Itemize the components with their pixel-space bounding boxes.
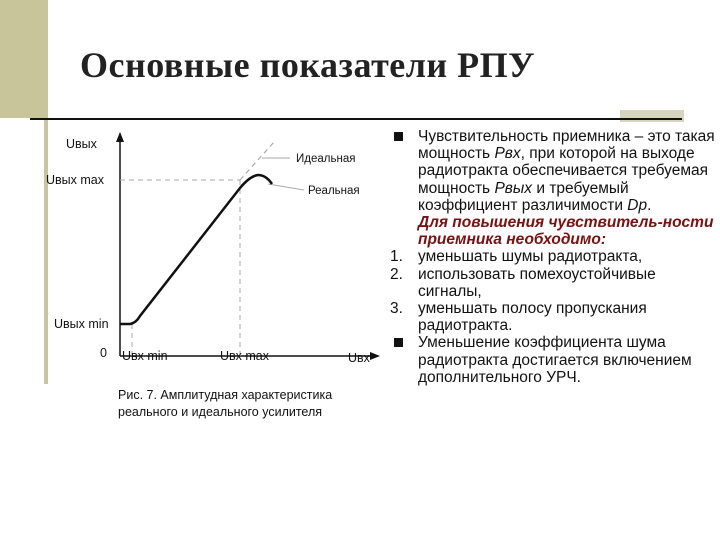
x-axis-label: Uвх: [348, 351, 370, 365]
decor-lower-block: [0, 384, 48, 540]
numbered-text: использовать помехоустойчивые сигналы,: [418, 265, 656, 300]
number-marker: 3.: [390, 300, 403, 318]
bullet-item-noise: [390, 334, 716, 386]
numbered-text: уменьшать шумы радиотракта,: [418, 248, 643, 266]
bullet-text-part: Чувствительность приемника – это такая мощность: [418, 128, 715, 163]
x-axis-arrow: [370, 352, 380, 360]
y-axis-arrow: [116, 132, 124, 142]
dp-term: Dp: [627, 196, 648, 214]
bullet-text: Уменьшение коэффициента шума радиотракта достигается включением дополнительного УРЧ.: [418, 334, 692, 386]
square-bullet-icon: [390, 128, 414, 145]
y-max-label: Uвых max: [46, 173, 104, 187]
y-min-label: Uвых min: [54, 317, 109, 331]
bullet-text-part: , при которой на выходе радиотракта обеспечивается требуемая мощность: [418, 145, 709, 197]
bullet-list: [390, 128, 716, 386]
bullet-text-part: .: [647, 196, 652, 214]
slide-left-band: [0, 0, 48, 540]
numbered-item-3: [390, 300, 716, 334]
number-marker: 1.: [390, 248, 403, 266]
number-marker: 2.: [390, 265, 403, 283]
real-curve-label: Реальная: [308, 185, 360, 197]
square-bullet-icon: [390, 334, 414, 351]
real-characteristic-curve: [120, 175, 272, 324]
numbered-text: уменьшать полосу пропускания радиотракта.: [418, 300, 647, 335]
pvx-term: Pвх: [494, 145, 521, 163]
bullet-text-part: и требуемый коэффициент различимости: [418, 179, 629, 214]
x-max-label: Uвх max: [220, 349, 270, 363]
caption-line-1: Рис. 7. Амплитудная характеристика: [118, 388, 333, 402]
bullet-item-sensitivity: [390, 128, 716, 248]
y-axis-label: Uвых: [66, 137, 97, 151]
numbered-item-1: [390, 248, 716, 265]
decor-olive-block: [0, 0, 48, 118]
ideal-curve-label: Идеальная: [296, 153, 356, 165]
amplitude-characteristic-figure: [44, 128, 384, 418]
real-label-leader: [268, 184, 304, 190]
x-min-label: Uвх min: [122, 349, 168, 363]
caption-line-2: реального и идеального усилителя: [118, 405, 323, 419]
title-divider: [30, 118, 682, 120]
pvyh-term: Pвых: [494, 179, 533, 197]
decor-title-box: [620, 110, 684, 122]
slide-title: Основные показатели РПУ: [80, 45, 536, 85]
figure-caption: [118, 387, 378, 421]
origin-label: 0: [100, 346, 107, 360]
emphasis-text: Для повышения чувствитель-ности приемника необходимо:: [418, 214, 714, 249]
numbered-item-2: [390, 266, 716, 300]
